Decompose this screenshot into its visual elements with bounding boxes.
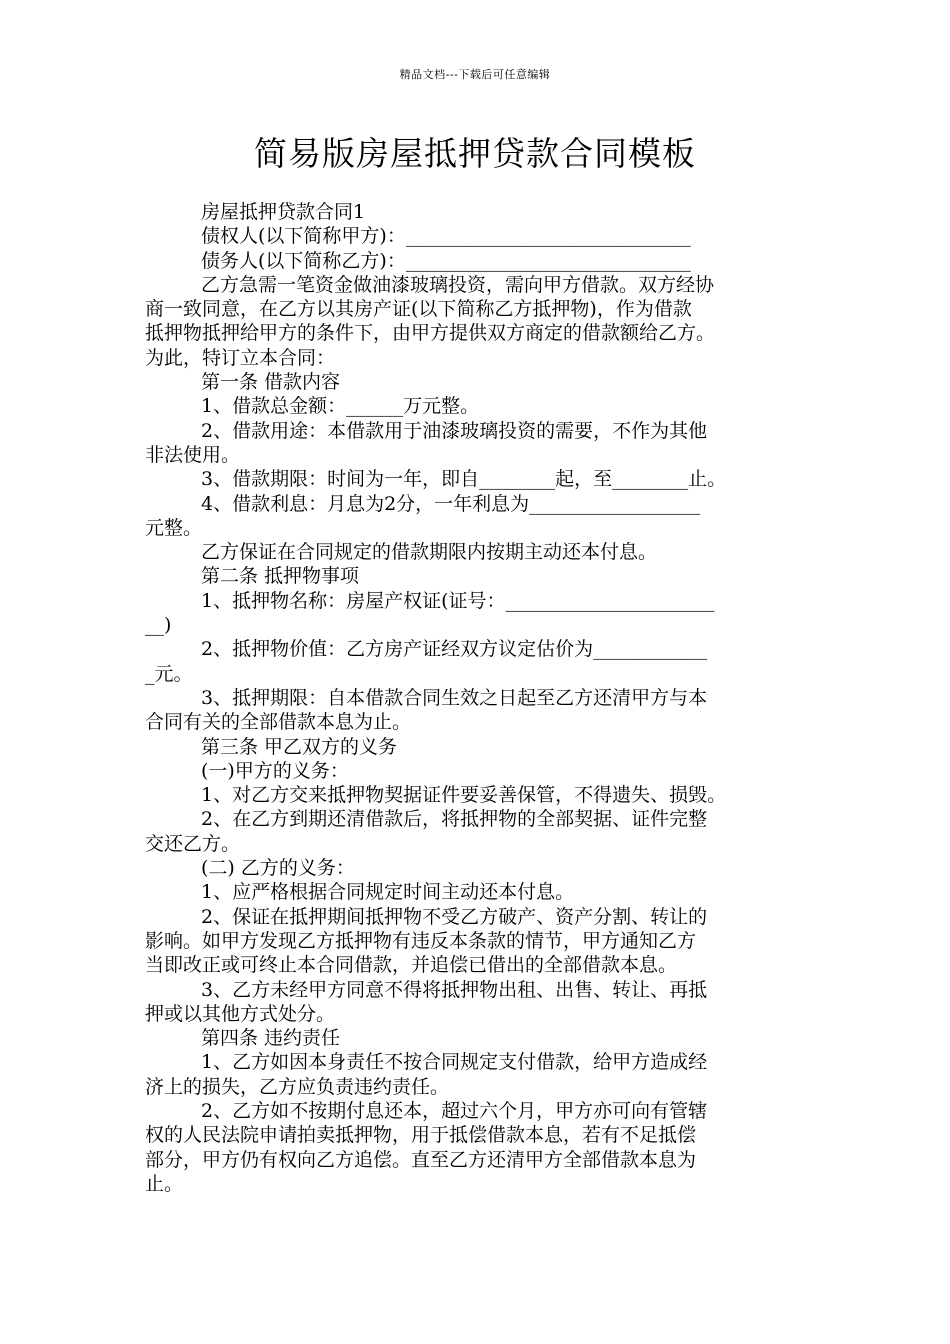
body-line: 1、应严格根据合同规定时间主动还本付息。 bbox=[201, 881, 575, 904]
body-line: 1、借款总金额：______万元整。 bbox=[201, 395, 480, 418]
body-line: (一)甲方的义务： bbox=[201, 759, 349, 782]
body-line: 影响。如甲方发现乙方抵押物有违反本条款的情节，甲方通知乙方 bbox=[145, 929, 697, 952]
body-line: 济上的损失，乙方应负责违约责任。 bbox=[145, 1075, 450, 1098]
body-line: 商一致同意，在乙方以其房产证(以下简称乙方抵押物)，作为借款 bbox=[145, 298, 692, 321]
body-line: 1、抵押物名称：房屋产权证(证号：______________________ bbox=[201, 589, 715, 612]
body-line: __) bbox=[145, 614, 172, 637]
body-line: 1、乙方如因本身责任不按合同规定支付借款，给甲方造成经 bbox=[201, 1051, 708, 1074]
body-line: 乙方急需一笔资金做油漆玻璃投资，需向甲方借款。双方经协 bbox=[201, 273, 715, 296]
body-line: 债权人(以下简称甲方)：______________________________ bbox=[201, 225, 691, 248]
body-line: 交还乙方。 bbox=[145, 832, 241, 855]
body-line: 2、抵押物价值：乙方房产证经双方议定估价为____________ bbox=[201, 638, 708, 661]
body-line: 债务人(以下简称乙方)：______________________________ bbox=[201, 249, 691, 272]
body-line: 2、保证在抵押期间抵押物不受乙方破产、资产分割、转让的 bbox=[201, 905, 708, 928]
body-line: _元。 bbox=[145, 662, 193, 685]
body-line: 2、借款用途：本借款用于油漆玻璃投资的需要，不作为其他 bbox=[201, 419, 708, 442]
body-line: 合同有关的全部借款本息为止。 bbox=[145, 711, 412, 734]
body-line: 4、借款利息：月息为2分，一年利息为__________________ bbox=[201, 492, 701, 515]
body-line: 第二条 抵押物事项 bbox=[201, 565, 360, 588]
body-line: 房屋抵押贷款合同1 bbox=[201, 201, 366, 223]
body-line: 押或以其他方式处分。 bbox=[145, 1002, 336, 1025]
body-line: 2、在乙方到期还清借款后，将抵押物的全部契据、证件完整 bbox=[201, 808, 708, 831]
document-title: 简易版房屋抵押贷款合同模板 bbox=[254, 134, 696, 173]
body-line: 抵押物抵押给甲方的条件下，由甲方提供双方商定的借款额给乙方。 bbox=[145, 322, 716, 345]
body-line: 权的人民法院申请拍卖抵押物，用于抵偿借款本息，若有不足抵偿 bbox=[145, 1124, 697, 1147]
document-body bbox=[145, 200, 810, 1196]
body-line: 止。 bbox=[145, 1172, 184, 1195]
body-line: 3、乙方未经甲方同意不得将抵押物出租、出售、转让、再抵 bbox=[201, 978, 708, 1001]
body-line: 元整。 bbox=[145, 516, 203, 539]
body-line: 非法使用。 bbox=[145, 443, 241, 466]
body-line: 为此，特订立本合同： bbox=[145, 346, 336, 369]
body-line: 3、抵押期限：自本借款合同生效之日起至乙方还清甲方与本 bbox=[201, 686, 708, 709]
body-line: 2、乙方如不按期付息还本，超过六个月，甲方亦可向有管辖 bbox=[201, 1099, 708, 1122]
body-line: (二) 乙方的义务： bbox=[201, 857, 355, 880]
body-line: 3、借款期限：时间为一年，即自________起，至________止。 bbox=[201, 468, 727, 491]
body-line: 当即改正或可终止本合同借款，并追偿已借出的全部借款本息。 bbox=[145, 954, 678, 977]
header-note: 精品文档---下载后可任意编辑 bbox=[399, 68, 551, 81]
body-line: 1、对乙方交来抵押物契据证件要妥善保管，不得遗失、损毁。 bbox=[201, 784, 727, 807]
body-line: 部分，甲方仍有权向乙方追偿。直至乙方还清甲方全部借款本息为 bbox=[145, 1148, 697, 1171]
body-line: 第一条 借款内容 bbox=[201, 371, 341, 394]
body-line: 第四条 违约责任 bbox=[201, 1027, 341, 1050]
body-line: 乙方保证在合同规定的借款期限内按期主动还本付息。 bbox=[201, 541, 658, 564]
body-line: 第三条 甲乙双方的义务 bbox=[201, 735, 398, 758]
